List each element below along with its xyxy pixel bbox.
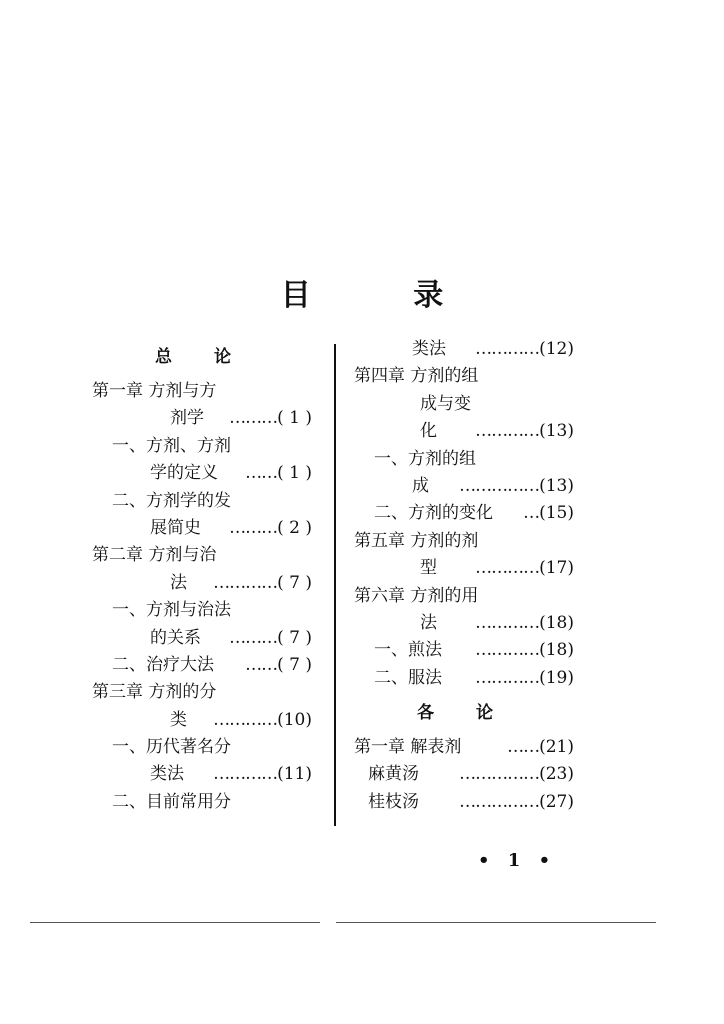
toc-leader-dots: …………: [475, 640, 540, 661]
toc-page-number: (13): [539, 421, 574, 442]
toc-page-number: ( 1 ): [277, 408, 312, 429]
toc-entry-title: 型: [420, 558, 437, 579]
page-title: 目 录: [280, 278, 490, 313]
toc-entry-title: 展简史: [150, 517, 201, 538]
toc-entry-title: 第二章 方剂与治: [92, 545, 217, 566]
toc-entry-page: [213, 761, 312, 788]
toc-entry-title: 成与变: [420, 393, 471, 414]
toc-entry: [354, 734, 574, 761]
toc-entry-page: [475, 610, 574, 637]
toc-leader-dots: …………: [475, 558, 540, 579]
toc-page-number: (10): [277, 709, 312, 730]
toc-entry-title: 剂学: [170, 408, 204, 429]
toc-entry-title: 二、目前常用分: [112, 791, 231, 812]
toc-leader-dots: …………: [213, 709, 278, 730]
toc-entry: [92, 460, 312, 487]
toc-entry-line: [354, 528, 574, 555]
toc-entry-title: 第一章 解表剂: [354, 737, 462, 758]
toc-entry: [354, 637, 574, 664]
toc-entry-line: [354, 583, 574, 610]
toc-entry: [354, 665, 574, 692]
toc-entry-line: [92, 378, 312, 405]
toc-entry-page: [229, 625, 312, 652]
toc-leader-dots: ………: [229, 627, 278, 648]
toc-entry-line: [92, 488, 312, 515]
toc-entry-page: [507, 734, 574, 761]
toc-entry-line: [354, 363, 574, 390]
toc-entry-line: [92, 789, 312, 816]
toc-leader-dots: ……: [245, 463, 278, 484]
toc-entry-line: [92, 433, 312, 460]
toc-entry-title: 一、煎法: [374, 640, 442, 661]
toc-entry-title: 学的定义: [150, 463, 218, 484]
toc-entry-page: [475, 555, 574, 582]
toc-entry-title: 麻黄汤: [368, 764, 419, 785]
toc-entry-title: 化: [420, 421, 437, 442]
toc-page-number: (15): [539, 503, 574, 524]
toc-entry-title: 第四章 方剂的组: [354, 366, 479, 387]
toc-entry: [354, 789, 574, 816]
toc-entry-page: [459, 761, 574, 788]
toc-page-number: (18): [539, 612, 574, 633]
toc-entry: [92, 515, 312, 542]
toc-entry-page: [229, 405, 312, 432]
section-heading: [92, 336, 312, 378]
toc-entry-page: [475, 336, 574, 363]
toc-entry-page: [229, 515, 312, 542]
toc-leader-dots: ……: [507, 737, 540, 758]
toc-page-number: (18): [539, 640, 574, 661]
toc-leader-dots: ………: [229, 517, 278, 538]
toc-leader-dots: …………: [475, 339, 540, 359]
toc-entry-page: [459, 789, 574, 816]
toc-entry-title: 成: [412, 475, 429, 496]
toc-entry-title: 二、方剂的变化: [374, 503, 493, 524]
toc-entry-page: [245, 460, 312, 487]
toc-leader-dots: ……………: [459, 475, 540, 496]
toc-leader-dots: ……: [245, 654, 278, 675]
bottom-rule-left: [30, 922, 320, 923]
toc-leader-dots: ……………: [459, 764, 540, 785]
toc-entry-title: 类: [170, 709, 187, 730]
toc-right-column: [354, 336, 574, 816]
toc-entry-title: 第三章 方剂的分: [92, 682, 217, 703]
toc-page-number: (23): [539, 764, 574, 785]
column-divider: [334, 344, 336, 826]
toc-entry: [92, 405, 312, 432]
toc-page-number: ( 1 ): [277, 463, 312, 484]
page-number: • 1 •: [478, 850, 557, 871]
toc-leader-dots: ……………: [459, 791, 540, 812]
toc-entry-title: 第五章 方剂的剂: [354, 530, 479, 551]
toc-entry-page: [523, 500, 574, 527]
toc-entry: [354, 761, 574, 788]
toc-entry-title: 类法: [150, 764, 184, 785]
toc-leader-dots: …………: [213, 764, 278, 785]
toc-entry: [354, 610, 574, 637]
toc-entry: [354, 473, 574, 500]
toc-leader-dots: ………: [229, 408, 278, 429]
toc-page-number: (13): [539, 475, 574, 496]
toc-entry-page: [213, 570, 312, 597]
toc-entry-page: [475, 637, 574, 664]
toc-leader-dots: …………: [475, 612, 540, 633]
toc-entry-title: 一、方剂的组: [374, 448, 476, 469]
toc-entry-line: [92, 734, 312, 761]
toc-entry-page: [475, 665, 574, 692]
toc-entry: [354, 555, 574, 582]
toc-entry-title: 二、治疗大法: [112, 654, 214, 675]
toc-entry-title: 二、方剂学的发: [112, 490, 231, 511]
toc-entry-line: [354, 446, 574, 473]
toc-leader-dots: …………: [213, 572, 278, 593]
toc-page-number: (11): [277, 764, 312, 785]
toc-entry-title: 一、方剂、方剂: [112, 435, 231, 456]
toc-entry-line: [92, 597, 312, 624]
toc-entry-title: 类法: [412, 339, 446, 359]
toc-entry-line: [92, 679, 312, 706]
toc-entry-title: 二、服法: [374, 667, 442, 688]
toc-entry: [354, 500, 574, 527]
toc-entry-title: 一、历代著名分: [112, 737, 231, 758]
toc-entry-page: [213, 707, 312, 734]
toc-entry-title: 法: [170, 572, 187, 593]
toc-page-number: ( 2 ): [277, 517, 312, 538]
toc-entry-title: 第六章 方剂的用: [354, 585, 479, 606]
toc-entry: [92, 652, 312, 679]
toc-entry: [354, 418, 574, 445]
toc-entry-page: [459, 473, 574, 500]
section-heading-text: 总 论: [155, 347, 249, 367]
toc-leader-dots: …: [523, 503, 540, 524]
toc-page-number: (27): [539, 791, 574, 812]
toc-leader-dots: …………: [475, 667, 540, 688]
toc-entry: [92, 761, 312, 788]
bottom-rule-right: [336, 922, 656, 923]
toc-page-number: ( 7 ): [277, 654, 312, 675]
toc-left-column: [92, 336, 312, 816]
toc-entry-page: [245, 652, 312, 679]
toc-entry-title: 法: [420, 612, 437, 633]
toc-leader-dots: …………: [475, 421, 540, 442]
toc-entry-line: [92, 542, 312, 569]
section-heading: [354, 692, 574, 734]
toc-entry-page: [475, 418, 574, 445]
toc-entry: [92, 625, 312, 652]
toc-entry: [92, 570, 312, 597]
toc-entry-title: 一、方剂与治法: [112, 600, 231, 621]
toc-page-number: ( 7 ): [277, 572, 312, 593]
toc-page-number: (19): [539, 667, 574, 688]
toc-entry-line: [354, 391, 574, 418]
toc-entry: [354, 336, 574, 363]
toc-page-number: (17): [539, 558, 574, 579]
toc-page-number: (21): [539, 737, 574, 758]
toc-entry-title: 桂枝汤: [368, 791, 419, 812]
toc-page-number: (12): [539, 339, 574, 359]
section-heading-text: 各 论: [417, 703, 511, 724]
toc-entry: [92, 707, 312, 734]
toc-entry-title: 第一章 方剂与方: [92, 381, 217, 401]
toc-page-number: ( 7 ): [277, 627, 312, 648]
toc-entry-title: 的关系: [150, 627, 201, 648]
